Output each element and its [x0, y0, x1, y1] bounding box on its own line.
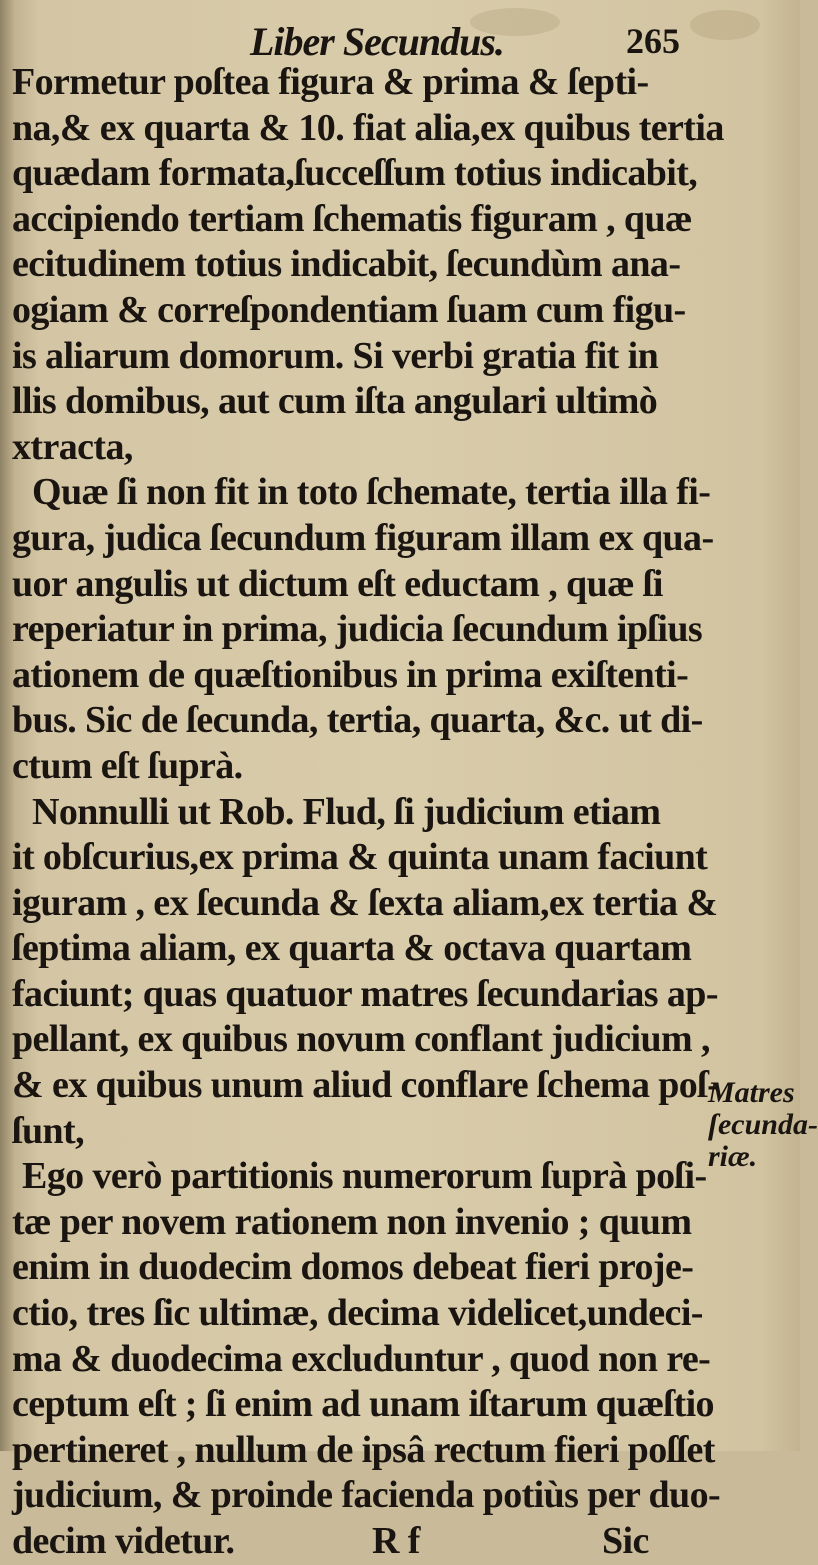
text-line: Nonnulli ut Rob. Flud, ſi judicium etiam — [32, 790, 661, 833]
text-line-last — [12, 1519, 702, 1565]
text-line-part: judicium, & proinde facienda potiùs per duo- — [12, 1474, 721, 1517]
text-line: Formetur poſtea figura & prima & ſepti- — [12, 61, 649, 103]
text-line: reperiatur in prima, judicia ſecundum ipſius — [12, 608, 703, 651]
page-header — [0, 8, 800, 64]
text-line: ecitudinem totius indicabit, ſecundùm ana- — [12, 243, 681, 286]
text-line: pertineret , nullum de ipsâ rectum fieri poſſet — [12, 1428, 715, 1471]
text-line: Quæ ſi non fit in toto ſchemate, tertia illa fi- — [32, 471, 711, 514]
text-line: na,& ex quarta & 10. fiat alia,ex quibus tertia — [12, 106, 724, 149]
text-line: ogiam & correſpondentiam ſuam cum figu- — [12, 288, 686, 331]
running-title: Liber Secundus. — [250, 19, 504, 64]
signature-mark: R f — [372, 1520, 420, 1562]
margin-note-line: ſecunda- — [708, 1108, 818, 1141]
text-line — [12, 1473, 721, 1519]
text-line: is aliarum domorum. Si verbi gratia fit in — [12, 334, 659, 377]
margin-note-line: riæ. — [708, 1140, 758, 1173]
text-line: xtracta, — [12, 425, 133, 468]
text-line: tæ per novem rationem non invenio ; quum — [12, 1200, 692, 1243]
text-line: faciunt; quas quatuor matres ſecundarias ap- — [12, 972, 718, 1015]
text-line: ceptum eſt ; ſi enim ad unam iſtarum quæſtio — [12, 1383, 714, 1426]
text-line: ationem de quæſtionibus in prima exiſtenti- — [12, 653, 689, 696]
catchword: Sic — [602, 1520, 649, 1562]
text-line: pellant, ex quibus novum conflant judicium , — [12, 1018, 710, 1061]
text-line: ctio, tres ſic ultimæ, decima videlicet,undeci- — [12, 1292, 703, 1335]
text-line: ctum eſt ſuprà. — [12, 744, 243, 787]
page-number: 265 — [626, 21, 680, 61]
text-line: ma & duodecima excluduntur , quod non re- — [12, 1337, 711, 1380]
text-line: llis domibus, aut cum iſta angulari ultimò — [12, 380, 658, 423]
text-line: gura, judica ſecundum figuram illam ex qua- — [12, 516, 714, 559]
text-line: & ex quibus unum aliud conflare ſchema poſ- — [12, 1064, 720, 1107]
margin-note-line: Matres — [708, 1076, 795, 1109]
text-line: quædam formata,ſucceſſum totius indicabit, — [12, 152, 698, 195]
text-line: bus. Sic de ſecunda, tertia, quarta, &c. ut di- — [12, 699, 703, 742]
text-line: it obſcurius,ex prima & quinta unam faciunt — [12, 836, 708, 879]
text-line: iguram , ex ſecunda & ſexta aliam,ex tertia & — [12, 881, 718, 924]
text-line: uor angulis ut dictum eſt eductam , quæ ſi — [12, 562, 663, 605]
text-line-part: decim videtur. — [12, 1520, 235, 1562]
text-line: ſeptima aliam, ex quarta & octava quartam — [12, 927, 692, 970]
text-line: accipiendo tertiam ſchematis figuram , quæ — [12, 197, 692, 240]
text-line: enim in duodecim domos debeat fieri proje- — [12, 1246, 694, 1289]
body-text — [12, 60, 724, 1565]
text-line: Ego verò partitionis numerorum ſuprà poſi- — [22, 1155, 707, 1198]
text-line: ſunt, — [12, 1109, 84, 1152]
margin-note — [708, 1076, 818, 1173]
